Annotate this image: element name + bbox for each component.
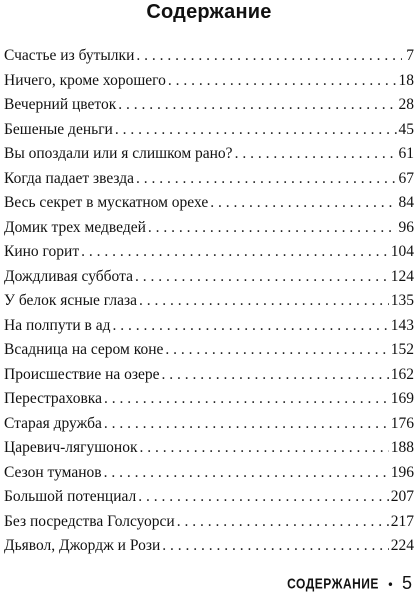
toc-entry xyxy=(4,167,414,192)
toc-entry-title: Старая дружба xyxy=(4,414,102,432)
toc-entry-title: Вы опоздали или я слишком рано? xyxy=(4,145,233,162)
toc-entry-page: 224 xyxy=(390,537,414,554)
toc-entry-title: Домик трех медведей xyxy=(4,218,146,236)
toc-entry-title: Дождливая суббота xyxy=(4,267,133,285)
toc-entry xyxy=(4,338,414,363)
dot-leader xyxy=(136,44,402,69)
page-number: 5 xyxy=(401,573,412,593)
toc-entry-page: 67 xyxy=(398,169,414,187)
toc-entry-page: 135 xyxy=(390,292,414,309)
toc-entry-title: Всадница на сером коне xyxy=(4,341,164,358)
toc-entry-page: 84 xyxy=(398,194,414,211)
dot-leader xyxy=(118,93,396,118)
toc-entry-page: 18 xyxy=(398,71,414,89)
toc-entry-title: Вечерний цветок xyxy=(4,96,117,113)
toc-entry xyxy=(4,69,414,94)
dot-leader xyxy=(148,216,397,241)
toc-entry-page: 152 xyxy=(390,341,414,358)
toc-entry-title: Большой потенциал xyxy=(4,488,137,505)
toc-entry xyxy=(4,485,414,510)
toc-entry xyxy=(4,240,414,265)
dot-leader xyxy=(112,314,388,339)
toc-entry-page: 217 xyxy=(390,512,414,530)
toc-entry xyxy=(4,191,414,216)
dot-leader xyxy=(81,240,389,265)
dot-leader xyxy=(177,510,389,535)
toc-entry xyxy=(4,216,414,241)
toc-entry xyxy=(4,314,414,339)
toc-entry xyxy=(4,289,414,314)
toc-entry-page: 104 xyxy=(390,243,414,260)
dot-leader xyxy=(139,289,389,314)
toc-entry xyxy=(4,412,414,437)
dot-leader xyxy=(162,363,389,388)
dot-leader xyxy=(168,69,397,94)
toc-entry-title: Без посредства Голсуорси xyxy=(4,512,175,530)
toc-entry-title: Кино горит xyxy=(4,243,80,260)
page-footer xyxy=(287,573,412,594)
running-footer-label: СОДЕРЖАНИЕ xyxy=(287,574,379,592)
toc-entry xyxy=(4,436,414,461)
toc-entry-page: 176 xyxy=(390,414,414,432)
toc-entry-title: У белок ясные глаза xyxy=(4,292,137,309)
dot-leader xyxy=(115,118,397,143)
toc-entry xyxy=(4,118,414,143)
toc-entry-page: 143 xyxy=(390,316,414,334)
table-of-contents xyxy=(4,44,414,559)
toc-entry xyxy=(4,461,414,486)
toc-entry xyxy=(4,44,414,69)
toc-entry-page: 7 xyxy=(406,47,414,64)
toc-entry-title: Ничего, кроме хорошего xyxy=(4,71,166,89)
dot-leader xyxy=(235,142,397,167)
dot-leader xyxy=(140,436,389,461)
toc-entry-title: Весь секрет в мускатном орехе xyxy=(4,194,209,211)
dot-leader xyxy=(135,265,389,290)
toc-entry-page: 162 xyxy=(390,365,414,383)
toc-entry-title: Происшествие на озере xyxy=(4,365,160,383)
dot-leader xyxy=(104,461,389,486)
toc-entry-page: 196 xyxy=(390,463,414,481)
toc-entry-title: Перестраховка xyxy=(4,390,102,407)
toc-entry-page: 61 xyxy=(398,145,414,162)
toc-entry-title: Царевич-лягушонок xyxy=(4,439,138,456)
page-title: Содержание xyxy=(146,1,272,23)
toc-entry-title: Бешеные деньги xyxy=(4,120,113,138)
toc-entry-title: Дьявол, Джордж и Рози xyxy=(4,537,161,554)
dot-leader xyxy=(162,534,389,559)
toc-entry-page: 96 xyxy=(398,218,414,236)
toc-entry-page: 45 xyxy=(398,120,414,138)
toc-entry xyxy=(4,387,414,412)
toc-entry xyxy=(4,265,414,290)
toc-entry-page: 28 xyxy=(398,96,414,113)
toc-entry xyxy=(4,534,414,559)
dot-leader xyxy=(104,387,389,412)
bullet-icon: • xyxy=(386,578,394,592)
dot-leader xyxy=(165,338,388,363)
dot-leader xyxy=(136,167,396,192)
dot-leader xyxy=(104,412,389,437)
toc-entry xyxy=(4,93,414,118)
toc-entry-title: Сезон туманов xyxy=(4,463,102,481)
toc-entry-page: 207 xyxy=(390,488,414,505)
dot-leader xyxy=(210,191,396,216)
toc-entry-page: 124 xyxy=(390,267,414,285)
dot-leader xyxy=(138,485,389,510)
toc-entry-page: 188 xyxy=(390,439,414,456)
toc-entry xyxy=(4,363,414,388)
toc-entry-title: Счастье из бутылки xyxy=(4,47,135,64)
toc-entry xyxy=(4,510,414,535)
toc-entry xyxy=(4,142,414,167)
toc-entry-title: На полпути в ад xyxy=(4,316,111,334)
toc-entry-page: 169 xyxy=(390,390,414,407)
toc-entry-title: Когда падает звезда xyxy=(4,169,135,187)
